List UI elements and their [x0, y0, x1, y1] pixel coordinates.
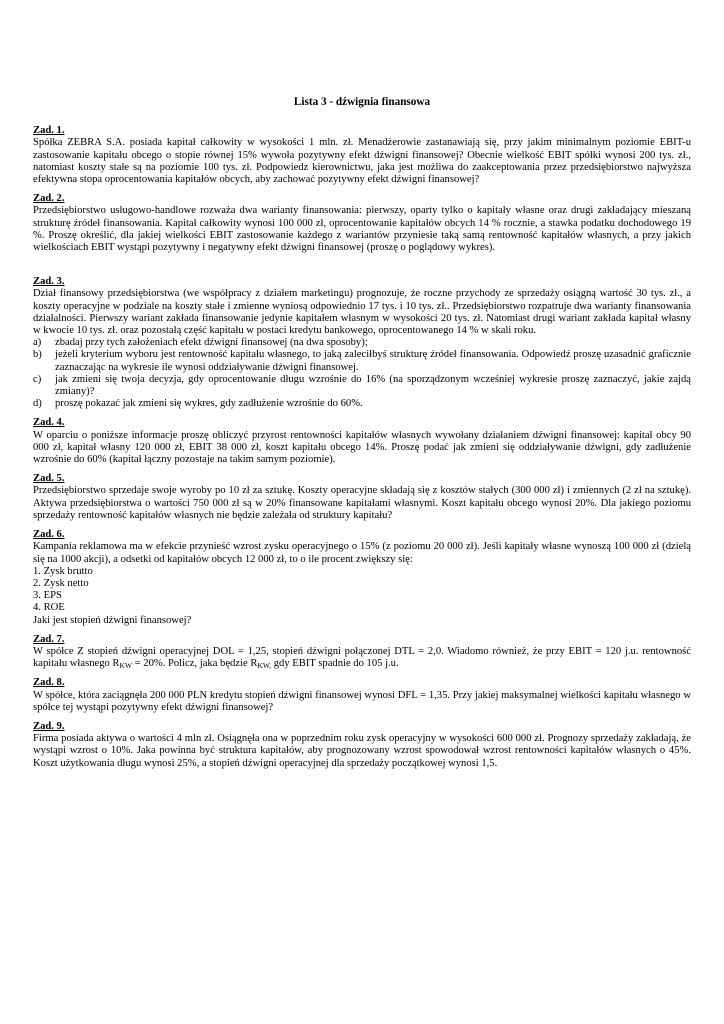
- task-3: [33, 276, 691, 410]
- document-page: [33, 96, 691, 777]
- task-heading: Zad. 1.: [33, 125, 65, 137]
- list-item: [33, 349, 691, 373]
- task-heading: Zad. 4.: [33, 417, 65, 429]
- item-label: d): [33, 398, 42, 410]
- item-text: jak zmieni się twoja decyzja, gdy oprocentowanie długu wzrośnie do 16% (na sporządzonym wcześniej wykresie proszę zaznaczyć, jakie zajdą zmiany)?: [55, 373, 691, 398]
- item-text: zbadaj przy tych założeniach efekt dźwigni finansowej (na dwa sposoby);: [55, 337, 368, 349]
- task-subpoints: [33, 337, 691, 410]
- item-label: b): [33, 349, 42, 361]
- task-heading: Zad. 6.: [33, 529, 65, 541]
- task-text: [33, 646, 691, 670]
- task-7: [33, 634, 691, 671]
- task-heading: Zad. 5.: [33, 473, 65, 485]
- task-9: [33, 721, 691, 770]
- task-heading: Zad. 3.: [33, 276, 65, 288]
- item-label: c): [33, 373, 42, 385]
- text-part: W spółce Z stopień dźwigni operacyjnej DOL = 1,25, stopień dźwigni połączonej DTL = 2,0. Wiadomo również, że przy EBIT = 120 j.u. rentowność kapitału własnego R: [33, 645, 691, 670]
- task-question: Jaki jest stopień dźwigni finansowej?: [33, 614, 192, 626]
- item-label: a): [33, 337, 42, 349]
- task-text: W spółce, która zaciągnęła 200 000 PLN kredytu stopień dźwigni finansowej wynosi DFL = 1,35. Przy jakiej maksymalnej wielkości kapitału własnego w spółce tej wystąpi pozytywny efekt dźwigni finansowej?: [33, 689, 691, 713]
- list-item: [33, 374, 691, 398]
- list-item: 4. ROE: [33, 602, 65, 614]
- task-6: [33, 529, 691, 627]
- task-text: Dział finansowy przedsiębiorstwa (we współpracy z działem marketingu) prognozuje, że roczne przychody ze sprzedaży osiągną wartość 30 tys. zł., a koszty operacyjne w podziale na koszty stałe i zmienne wyniosą odpowiednio 17 tys. i 10 tys. zł.. Przedsiębiorstwo rozpatruje dwa warianty finansowania działalności. Pierwszy wariant zakłada finansowanie jedynie kapitałem własnym w wysokości 20 tys. zł. Natomiast drugi wariant zakłada kapitał własny w kwocie 10 tys. zł. oraz pozostałą część kapitału w postaci kredytu bankowego, oprocentowanego 14 % w skali roku.: [33, 288, 691, 337]
- subscript: KW,: [257, 661, 272, 671]
- subscript: KW: [119, 661, 132, 671]
- item-text: proszę pokazać jak zmieni się wykres, gdy zadłużenie wzrośnie do 60%.: [55, 398, 363, 410]
- task-1: [33, 125, 691, 186]
- list-item: 3. EPS: [33, 590, 62, 602]
- task-text: W oparciu o poniższe informacje proszę obliczyć przyrost rentowności kapitałów własnych wywołany działaniem dźwigni finansowej: kapitał obcy 90 000 zł, kapitał własny 120 000 zł, EBIT 38 000 zł, koszt kapitału obcego 14%. Proszę podać jak zmieni się oddziaływanie dźwigni, gdy zadłużenie wzrośnie do 60% (kapitał łączny pozostaje na takim samym poziomie).: [33, 429, 691, 466]
- task-text: Przedsiębiorstwo usługowo-handlowe rozważa dwa warianty finansowania: pierwszy, oparty tylko o kapitały własne oraz drugi zakładający mieszaną strukturę źródeł finansowania. Kapitał całkowity wynosi 100 000 zł, oprocentowanie kapitałów obcych 14 % rocznie, a stawka podatku dochodowego 19 %. Proszę określić, dla jakiej wielkości EBIT zastosowanie każdego z wariantów przyniesie taką samą rentowność kapitałów własnych, a przy jakich wielkościach EBIT wystąpi pozytywny i negatywny efekt dźwigni finansowej (proszę o poglądowy wykres).: [33, 205, 691, 254]
- task-text: Kampania reklamowa ma w efekcie przynieść wzrost zysku operacyjnego o 15% (z poziomu 20 000 zł). Jeśli kapitały własne wynoszą 100 000 zł (dzielą się na 1000 akcji), a odsetki od kapitałów obcych 12 000 zł, to o ile procent zwiększy się:: [33, 541, 691, 565]
- task-text: Przedsiębiorstwo sprzedaje swoje wyroby po 10 zł za sztukę. Koszty operacyjne składają się z kosztów stałych (300 000 zł) i zmiennych (2 zł na sztukę). Aktywa przedsiębiorstwa o wartości 750 000 zł są w 20% finansowane kapitałami własnymi. Koszt kapitału obcego wynosi 20%. Dla jakiego poziomu sprzedaży rentowność kapitałów własnych nie będzie zależała od struktury kapitału?: [33, 485, 691, 521]
- item-text: jeżeli kryterium wyboru jest rentowność kapitału własnego, to jaką zaleciłbyś strukturę źródeł finansowania. Odpowiedź proszę uzasadnić graficznie zaznaczając na wykresie ile wynosi oddziaływanie dźwigni finansowej.: [55, 349, 691, 373]
- task-heading: Zad. 2.: [33, 193, 65, 205]
- task-heading: Zad. 8.: [33, 677, 65, 689]
- task-5: [33, 473, 691, 522]
- list-item: [33, 337, 691, 349]
- task-heading: Zad. 7.: [33, 633, 65, 645]
- list-item: 1. Zysk brutto: [33, 565, 93, 577]
- text-part: = 20%. Policz, jaka będzie R: [132, 658, 258, 670]
- task-text: Spółka ZEBRA S.A. posiada kapitał całkowity w wysokości 1 mln. zł. Menadżerowie zastanawiają się, przy jakim minimalnym poziomie EBIT-u zastosowanie kapitału obcego o stopie równej 15% wywoła pozytywny efekt dźwigni finansowej? Obecnie wielkość EBIT spółki wynosi 200 tys. zł., natomiast koszty stałe są na poziomie 100 tys. zł. Podpowiedz kierownictwu, jaka jest możliwa do zaakceptowania przez przedsiębiorstwo najwyższa efektywna stopa oprocentowania kapitałów obcych, aby zachować pozytywny efekt dźwigni finansowej?: [33, 137, 691, 186]
- task-subpoints: [33, 566, 691, 615]
- list-item: 2. Zysk netto: [33, 577, 89, 589]
- task-heading: Zad. 9.: [33, 720, 65, 732]
- text-part: gdy EBIT spadnie do 105 j.u.: [271, 658, 399, 670]
- task-8: [33, 677, 691, 714]
- task-2: [33, 193, 691, 254]
- document-title: Lista 3 - dźwignia finansowa: [293, 96, 431, 108]
- task-text: Firma posiada aktywa o wartości 4 mln zł. Osiągnęła ona w poprzednim roku zysk operacyjny w wysokości 600 000 zł. Prognozy sprzedaży zakładają, że wystąpi wzrost o 10%. Jaka powinna być struktura kapitałów, aby prognozowany wzrost spowodował wzrost rentowności kapitałów własnych o 45%. Koszt użytkowania długu wynosi 25%, a stopień dźwigni operacyjnej dla sprzedaży początkowej wynosi 1,5.: [33, 733, 691, 769]
- task-4: [33, 417, 691, 466]
- list-item: [33, 398, 691, 410]
